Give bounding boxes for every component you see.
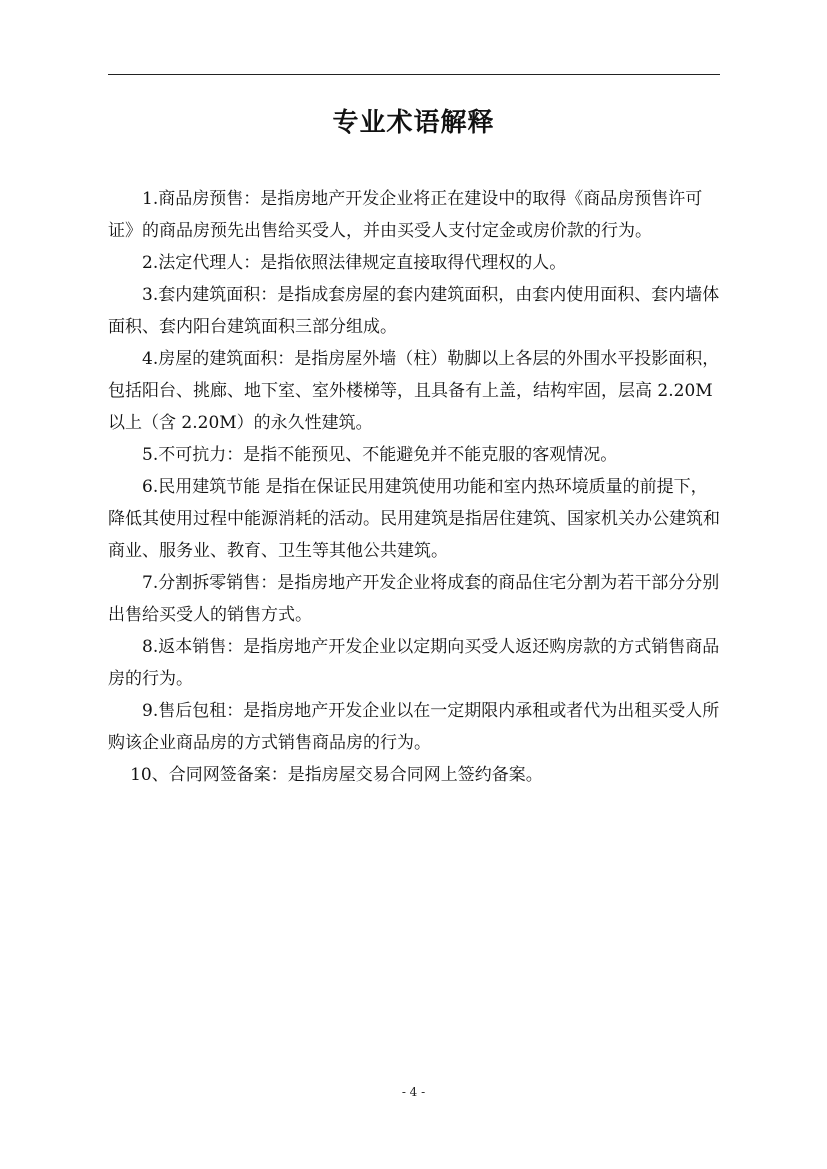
term-paragraph-6: 6.民用建筑节能 是指在保证民用建筑使用功能和室内热环境质量的前提下，降低其使用过程中能源消耗的活动。民用建筑是指居住建筑、国家机关办公建筑和商业、服务业、教育、卫生等其他公共建筑。 — [108, 477, 720, 561]
term-paragraph-10: 10、合同网签备案：是指房屋交易合同网上签约备案。 — [130, 765, 543, 785]
term-paragraph-1: 1.商品房预售：是指房地产开发企业将正在建设中的取得《商品房预售许可证》的商品房预先出售给买受人，并由买受人支付定金或房价款的行为。 — [108, 189, 703, 241]
term-paragraph-2: 2.法定代理人：是指依照法律规定直接取得代理权的人。 — [142, 253, 567, 273]
page-title: 专业术语解释 — [332, 108, 495, 138]
document-body — [108, 183, 720, 791]
term-paragraph-8: 8.返本销售：是指房地产开发企业以定期向买受人返还购房款的方式销售商品房的行为。 — [108, 637, 720, 689]
term-paragraph-5: 5.不可抗力：是指不能预见、不能避免并不能克服的客观情况。 — [142, 445, 618, 465]
term-paragraph-9: 9.售后包租：是指房地产开发企业以在一定期限内承租或者代为出租买受人所购该企业商品房的方式销售商品房的行为。 — [108, 701, 720, 753]
term-paragraph-4: 4.房屋的建筑面积：是指房屋外墙（柱）勒脚以上各层的外围水平投影面积，包括阳台、挑廊、地下室、室外楼梯等，且具备有上盖，结构牢固，层高 2.20M 以上（含 2.20M）的永久性建筑。 — [108, 349, 720, 433]
page-number: - 4 - — [401, 1085, 426, 1099]
header-rule — [108, 74, 720, 75]
term-paragraph-7: 7.分割拆零销售：是指房地产开发企业将成套的商品住宅分割为若干部分分别出售给买受人的销售方式。 — [108, 573, 720, 625]
term-paragraph-3: 3.套内建筑面积：是指成套房屋的套内建筑面积，由套内使用面积、套内墙体面积、套内阳台建筑面积三部分组成。 — [108, 285, 720, 337]
